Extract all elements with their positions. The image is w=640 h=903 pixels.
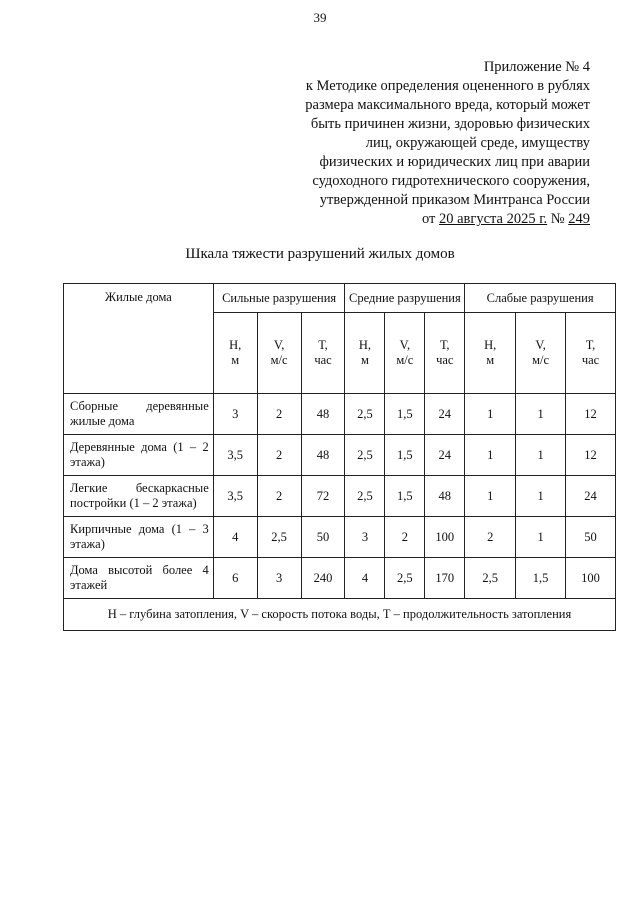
value-cell: 100	[425, 517, 465, 558]
appendix-line: к Методике определения оцененного в рублях	[305, 78, 590, 94]
value-cell: 1	[465, 394, 516, 435]
damage-scale-table	[63, 283, 616, 631]
header-weak-damage: Слабые разрушения	[465, 284, 616, 313]
sub-header-cell	[213, 313, 257, 394]
house-type-cell: Легкие бескаркасные постройки (1 – 2 этажа)	[64, 476, 214, 517]
value-cell: 6	[213, 558, 257, 599]
appendix-line: быть причинен жизни, здоровью физических	[310, 116, 590, 132]
sub-header-cell	[516, 313, 566, 394]
value-cell: 2	[257, 394, 301, 435]
date-prefix: от	[421, 211, 439, 227]
number-label: №	[547, 211, 569, 227]
value-cell: 50	[301, 517, 345, 558]
value-cell: 2,5	[385, 558, 425, 599]
value-cell: 2	[385, 517, 425, 558]
value-cell: 3,5	[213, 435, 257, 476]
sub-header-cell	[301, 313, 345, 394]
sub-header-unit: час	[436, 353, 454, 367]
order-date: 20 августа 2025 г.	[438, 211, 548, 227]
value-cell: 12	[566, 435, 616, 476]
value-cell: 1	[516, 517, 566, 558]
value-cell: 1	[465, 435, 516, 476]
value-cell: 24	[566, 476, 616, 517]
sub-header-unit: м/с	[396, 353, 414, 367]
sub-header-unit: м	[486, 353, 495, 367]
sub-header-symbol: V,	[535, 338, 546, 352]
value-cell: 100	[566, 558, 616, 599]
value-cell: 12	[566, 394, 616, 435]
value-cell: 1,5	[516, 558, 566, 599]
sub-header-symbol: V,	[273, 338, 285, 352]
value-cell: 3	[213, 394, 257, 435]
sub-header-symbol: Т,	[585, 338, 596, 352]
house-type-cell: Кирпичные дома (1 – 3 этажа)	[64, 517, 214, 558]
sub-header-cell	[257, 313, 301, 394]
appendix-title: Приложение № 4	[483, 59, 590, 75]
sub-header-cell	[566, 313, 616, 394]
value-cell: 1,5	[385, 476, 425, 517]
appendix-header	[300, 58, 590, 229]
sub-header-unit: м	[231, 353, 240, 367]
value-cell: 3	[345, 517, 385, 558]
sub-header-unit: час	[314, 353, 332, 367]
value-cell: 72	[301, 476, 345, 517]
value-cell: 1	[516, 435, 566, 476]
sub-header-symbol: Н,	[358, 338, 372, 352]
value-cell: 48	[301, 435, 345, 476]
sub-header-symbol: Н,	[229, 338, 242, 352]
house-type-cell: Дома высотой более 4 этажей	[64, 558, 214, 599]
value-cell: 24	[425, 394, 465, 435]
table-row	[64, 517, 616, 558]
sub-header-cell	[385, 313, 425, 394]
value-cell: 4	[345, 558, 385, 599]
sub-header-unit: м	[360, 353, 369, 367]
sub-header-cell	[465, 313, 516, 394]
table-footnote: Н – глубина затопления, V – скорость потока воды, Т – продолжительность затопления	[64, 599, 616, 631]
value-cell: 2,5	[465, 558, 516, 599]
table-row	[64, 558, 616, 599]
value-cell: 2	[257, 476, 301, 517]
sub-header-symbol: Н,	[484, 338, 497, 352]
appendix-line: физических и юридических лиц при аварии	[319, 154, 590, 170]
value-cell: 1,5	[385, 435, 425, 476]
value-cell: 1	[465, 476, 516, 517]
value-cell: 2,5	[345, 435, 385, 476]
header-strong-damage: Сильные разрушения	[213, 284, 345, 313]
sub-header-cell	[345, 313, 385, 394]
value-cell: 1	[516, 476, 566, 517]
value-cell: 2,5	[345, 394, 385, 435]
sub-header-symbol: Т,	[440, 338, 450, 352]
value-cell: 3,5	[213, 476, 257, 517]
value-cell: 1,5	[385, 394, 425, 435]
sub-header-unit: м/с	[270, 353, 288, 367]
value-cell: 1	[516, 394, 566, 435]
table-row	[64, 476, 616, 517]
header-houses: Жилые дома	[64, 284, 214, 394]
table-title: Шкала тяжести разрушений жилых домов	[185, 246, 455, 262]
value-cell: 3	[257, 558, 301, 599]
value-cell: 2	[465, 517, 516, 558]
value-cell: 240	[301, 558, 345, 599]
house-type-cell: Сборные деревянные жилые дома	[64, 394, 214, 435]
sub-header-unit: м/с	[532, 353, 550, 367]
appendix-line: утвержденной приказом Минтранса России	[319, 192, 590, 208]
order-number: 249	[568, 211, 590, 227]
sub-header-cell	[425, 313, 465, 394]
value-cell: 48	[425, 476, 465, 517]
table-row	[64, 435, 616, 476]
page-number: 39	[313, 10, 327, 25]
value-cell: 2,5	[257, 517, 301, 558]
appendix-line: лиц, окружающей среде, имуществу	[365, 135, 590, 151]
header-medium-damage: Средние разрушения	[345, 284, 465, 313]
table-row	[64, 394, 616, 435]
value-cell: 2	[257, 435, 301, 476]
value-cell: 4	[213, 517, 257, 558]
value-cell: 48	[301, 394, 345, 435]
value-cell: 170	[425, 558, 465, 599]
sub-header-unit: час	[581, 353, 600, 367]
value-cell: 50	[566, 517, 616, 558]
value-cell: 24	[425, 435, 465, 476]
sub-header-symbol: V,	[399, 338, 411, 352]
house-type-cell: Деревянные дома (1 – 2 этажа)	[64, 435, 214, 476]
appendix-line: размера максимального вреда, который может	[305, 97, 590, 113]
appendix-date-line	[300, 210, 590, 229]
sub-header-symbol: Т,	[318, 338, 328, 352]
appendix-line: судоходного гидротехнического сооружения,	[312, 173, 590, 189]
value-cell: 2,5	[345, 476, 385, 517]
